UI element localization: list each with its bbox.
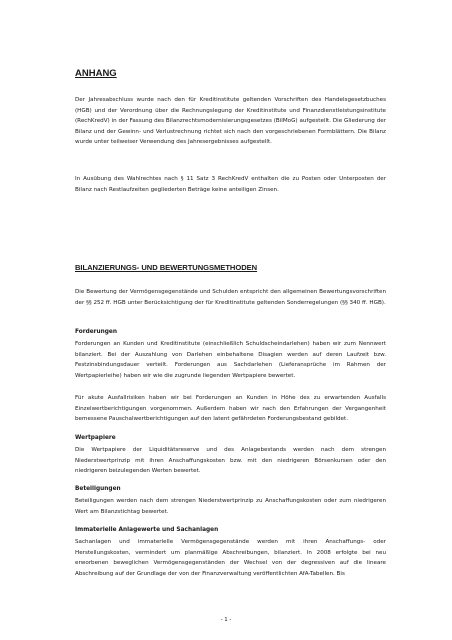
heading-bilanzierungsmethoden: BILANZIERUNGS- UND BEWERTUNGSMETHODEN bbox=[75, 263, 258, 272]
beteiligungen-paragraph: Beteiligungen werden nach dem strengen Niederstwertprinzip zu Anschaffungskosten oder zum niedrigeren Wert am Bilanzstichtag bewertet. bbox=[75, 498, 386, 515]
forderungen-paragraph-1: Forderungen an Kunden und Kreditinstitute (einschließlich Schuldscheindarlehen) haben wir zum Nennwert bilanziert. Bei der Auszahlung von Darlehen einbehaltene Disagien werden auf deren Laufzeit bzw. Festzinsbindungsdauer verteilt. Forderungen aus Sachdarlehen (Lieferansprüche im Rahmen der Wertpapierleihe) haben wir wie die zugrunde liegenden Wertpapiere bewertet. bbox=[75, 341, 386, 379]
anhang-paragraph-2: In Ausübung des Wahlrechtes nach § 11 Satz 3 RechKredV enthalten die zu Posten oder Unterposten der Bilanz nach Restlaufzeiten gegliederten Beträge keine anteiligen Zinsen. bbox=[75, 176, 386, 193]
subheading-wertpapiere: Wertpapiere bbox=[75, 435, 116, 441]
page-number: - 1 - bbox=[220, 617, 232, 623]
heading-anhang: ANHANG bbox=[75, 68, 117, 79]
subheading-immaterielle-anlagewerte: Immaterielle Anlagewerte und Sachanlagen bbox=[75, 527, 219, 533]
anhang-paragraph-1: Der Jahresabschluss wurde nach den für Kreditinstitute geltenden Vorschriften des Handelsgesetzbuches (HGB) und der Verordnung über die Rechnungslegung der Kreditinstitute und Finanzdienstleistungsinstitute (RechKredV) in der Fassung des Bilanzrechtsmodernisierungsgesetzes (BilMoG) aufgestellt. Die Gliederung der Bilanz und der Gewinn- und Verlustrechnung richtet sich nach den vorgeschriebenen Formblättern. Die Bilanz wurde unter teilweiser Verwendung des Jahresergebnisses aufgestellt. bbox=[75, 97, 386, 146]
wertpapiere-paragraph: Die Wertpapiere der Liquiditätsreserve und des Anlagebestands werden nach dem strengen Niederstwertprinzip mit ihren Anschaffungskosten bzw. mit den niedrigeren Börsenkursen oder den niedrigeren beizulegenden Werten bewertet. bbox=[75, 447, 386, 475]
forderungen-paragraph-2: Für akute Ausfallrisiken haben wir bei Forderungen an Kunden in Höhe des zu erwartenden Ausfalls Einzelwertberichtigungen vorgenommen. Außerdem haben wir nach den Erfahrungen der Vergangenheit bemessene Pauschalwertberichtigungen auf den latent gefährdeten Forderungsbestand gebildet. bbox=[75, 395, 386, 423]
subheading-forderungen: Forderungen bbox=[75, 329, 117, 335]
anlagen-paragraph: Sachanlagen und immaterielle Vermögensgegenstände werden mit ihren Anschaffungs- oder Herstellungskosten, vermindert um planmäßige Abschreibungen, bilanziert. In 2008 erfolgte bei neu erworbenen beweglichen Vermögensgegenständen der Wechsel von der degressiven auf die lineare Abschreibung auf der Grundlage der von der Finanzverwaltung veröffentlichten AfA-Tabellen. Bis bbox=[75, 539, 386, 577]
subheading-beteiligungen: Beteiligungen bbox=[75, 486, 121, 492]
methoden-intro-paragraph: Die Bewertung der Vermögensgegenstände und Schulden entspricht den allgemeinen Bewertungsvorschriften der §§ 252 ff. HGB unter Berücksichtigung der für Kreditinstitute geltenden Sonderregelungen (§§ 340 ff. HGB). bbox=[75, 289, 386, 306]
